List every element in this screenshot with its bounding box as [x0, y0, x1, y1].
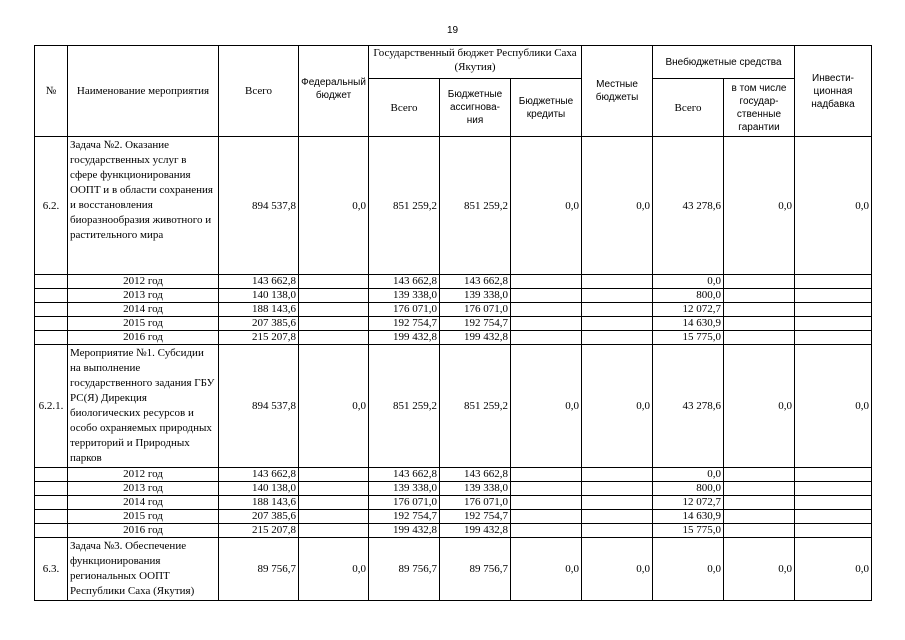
cell-state-total: 176 071,0	[369, 303, 440, 317]
cell-budget-credits: 0,0	[511, 345, 582, 468]
cell-federal: 0,0	[299, 538, 369, 601]
table-row	[35, 510, 872, 524]
cell-budget-alloc: 851 259,2	[440, 137, 511, 275]
cell-budget-alloc: 176 071,0	[440, 496, 511, 510]
header-num: №	[35, 46, 68, 137]
cell-off-total: 0,0	[653, 275, 724, 289]
year-label: 2013 год	[68, 482, 219, 496]
cell-local: 0,0	[582, 345, 653, 468]
cell-budget-alloc: 176 071,0	[440, 303, 511, 317]
cell-budget-alloc: 143 662,8	[440, 468, 511, 482]
cell-state-total: 89 756,7	[369, 538, 440, 601]
cell-off-guarantee: 0,0	[724, 538, 795, 601]
cell-local: 0,0	[582, 137, 653, 275]
cell-off-total: 15 775,0	[653, 524, 724, 538]
cell-budget-alloc: 139 338,0	[440, 289, 511, 303]
cell-off-total: 43 278,6	[653, 345, 724, 468]
cell-total: 143 662,8	[219, 275, 299, 289]
budget-table	[34, 45, 872, 601]
cell-off-guarantee: 0,0	[724, 345, 795, 468]
row-name: Задача №3. Обеспечение функционирования региональных ООПТ Республики Саха (Якутия)	[68, 538, 219, 601]
table-row	[35, 496, 872, 510]
header-federal: Федеральный бюджет	[299, 46, 369, 137]
cell-total: 188 143,6	[219, 496, 299, 510]
cell-budget-alloc: 851 259,2	[440, 345, 511, 468]
header-total: Всего	[219, 46, 299, 137]
row-code: 6.2.	[35, 137, 68, 275]
header-local: Местные бюджеты	[582, 46, 653, 137]
year-label: 2014 год	[68, 303, 219, 317]
header-budget-alloc: Бюджетные ассигнова-ния	[440, 79, 511, 137]
header-state-total: Всего	[369, 79, 440, 137]
table-row	[35, 137, 872, 275]
cell-state-total: 143 662,8	[369, 275, 440, 289]
cell-budget-alloc: 199 432,8	[440, 331, 511, 345]
header-state-budget: Государственный бюджет Республики Саха (Якутия)	[369, 46, 582, 79]
cell-invest: 0,0	[795, 345, 872, 468]
cell-invest: 0,0	[795, 137, 872, 275]
table-row	[35, 538, 872, 601]
header-offbudget: Внебюджетные средства	[653, 46, 795, 79]
cell-state-total: 139 338,0	[369, 289, 440, 303]
table-row	[35, 275, 872, 289]
year-label: 2016 год	[68, 331, 219, 345]
cell-off-total: 14 630,9	[653, 510, 724, 524]
cell-total: 207 385,6	[219, 317, 299, 331]
cell-off-total: 800,0	[653, 482, 724, 496]
cell-off-guarantee: 0,0	[724, 137, 795, 275]
cell-off-total: 12 072,7	[653, 496, 724, 510]
cell-federal: 0,0	[299, 137, 369, 275]
cell-budget-credits: 0,0	[511, 538, 582, 601]
row-name: Задача №2. Оказание государственных услуг в сфере функционирования ООПТ и в области сохранения и восстановления биоразнообразия животного и растительного мира	[68, 137, 219, 275]
cell-total: 215 207,8	[219, 524, 299, 538]
cell-total: 215 207,8	[219, 331, 299, 345]
cell-budget-alloc: 192 754,7	[440, 510, 511, 524]
row-code: 6.2.1.	[35, 345, 68, 468]
row-code: 6.3.	[35, 538, 68, 601]
year-label: 2015 год	[68, 317, 219, 331]
table-row	[35, 524, 872, 538]
cell-local: 0,0	[582, 538, 653, 601]
row-name: Мероприятие №1. Субсидии на выполнение государственного задания ГБУ РС(Я) Дирекция биологических ресурсов и особо охраняемых природных территорий и Природных парков	[68, 345, 219, 468]
cell-invest: 0,0	[795, 538, 872, 601]
cell-federal: 0,0	[299, 345, 369, 468]
cell-state-total: 139 338,0	[369, 482, 440, 496]
table-row	[35, 331, 872, 345]
cell-total: 89 756,7	[219, 538, 299, 601]
cell-off-total: 14 630,9	[653, 317, 724, 331]
cell-state-total: 176 071,0	[369, 496, 440, 510]
cell-budget-alloc: 192 754,7	[440, 317, 511, 331]
cell-total: 207 385,6	[219, 510, 299, 524]
table-row	[35, 345, 872, 468]
cell-state-total: 192 754,7	[369, 510, 440, 524]
header-off-guarantee: в том числе государ-ственные гарантии	[724, 79, 795, 137]
cell-budget-credits: 0,0	[511, 137, 582, 275]
cell-state-total: 192 754,7	[369, 317, 440, 331]
cell-state-total: 199 432,8	[369, 524, 440, 538]
header-invest: Инвести-ционная надбавка	[795, 46, 872, 137]
table-row	[35, 289, 872, 303]
cell-budget-alloc: 89 756,7	[440, 538, 511, 601]
cell-off-total: 12 072,7	[653, 303, 724, 317]
cell-off-total: 800,0	[653, 289, 724, 303]
cell-total: 894 537,8	[219, 137, 299, 275]
year-label: 2015 год	[68, 510, 219, 524]
header-off-total: Всего	[653, 79, 724, 137]
cell-budget-alloc: 143 662,8	[440, 275, 511, 289]
cell-total: 143 662,8	[219, 468, 299, 482]
cell-state-total: 851 259,2	[369, 345, 440, 468]
year-label: 2014 год	[68, 496, 219, 510]
cell-off-total: 0,0	[653, 538, 724, 601]
cell-total: 140 138,0	[219, 482, 299, 496]
table-row	[35, 482, 872, 496]
year-label: 2012 год	[68, 275, 219, 289]
cell-total: 894 537,8	[219, 345, 299, 468]
cell-budget-alloc: 139 338,0	[440, 482, 511, 496]
cell-off-total: 43 278,6	[653, 137, 724, 275]
year-label: 2016 год	[68, 524, 219, 538]
table-row	[35, 468, 872, 482]
cell-off-total: 15 775,0	[653, 331, 724, 345]
cell-total: 140 138,0	[219, 289, 299, 303]
year-label: 2013 год	[68, 289, 219, 303]
page-number: 19	[446, 25, 459, 36]
table-row	[35, 317, 872, 331]
cell-state-total: 851 259,2	[369, 137, 440, 275]
header-name: Наименование мероприятия	[68, 46, 219, 137]
cell-total: 188 143,6	[219, 303, 299, 317]
cell-state-total: 143 662,8	[369, 468, 440, 482]
cell-off-total: 0,0	[653, 468, 724, 482]
cell-state-total: 199 432,8	[369, 331, 440, 345]
header-budget-credits: Бюджетные кредиты	[511, 79, 582, 137]
table-row	[35, 303, 872, 317]
year-label: 2012 год	[68, 468, 219, 482]
cell-budget-alloc: 199 432,8	[440, 524, 511, 538]
